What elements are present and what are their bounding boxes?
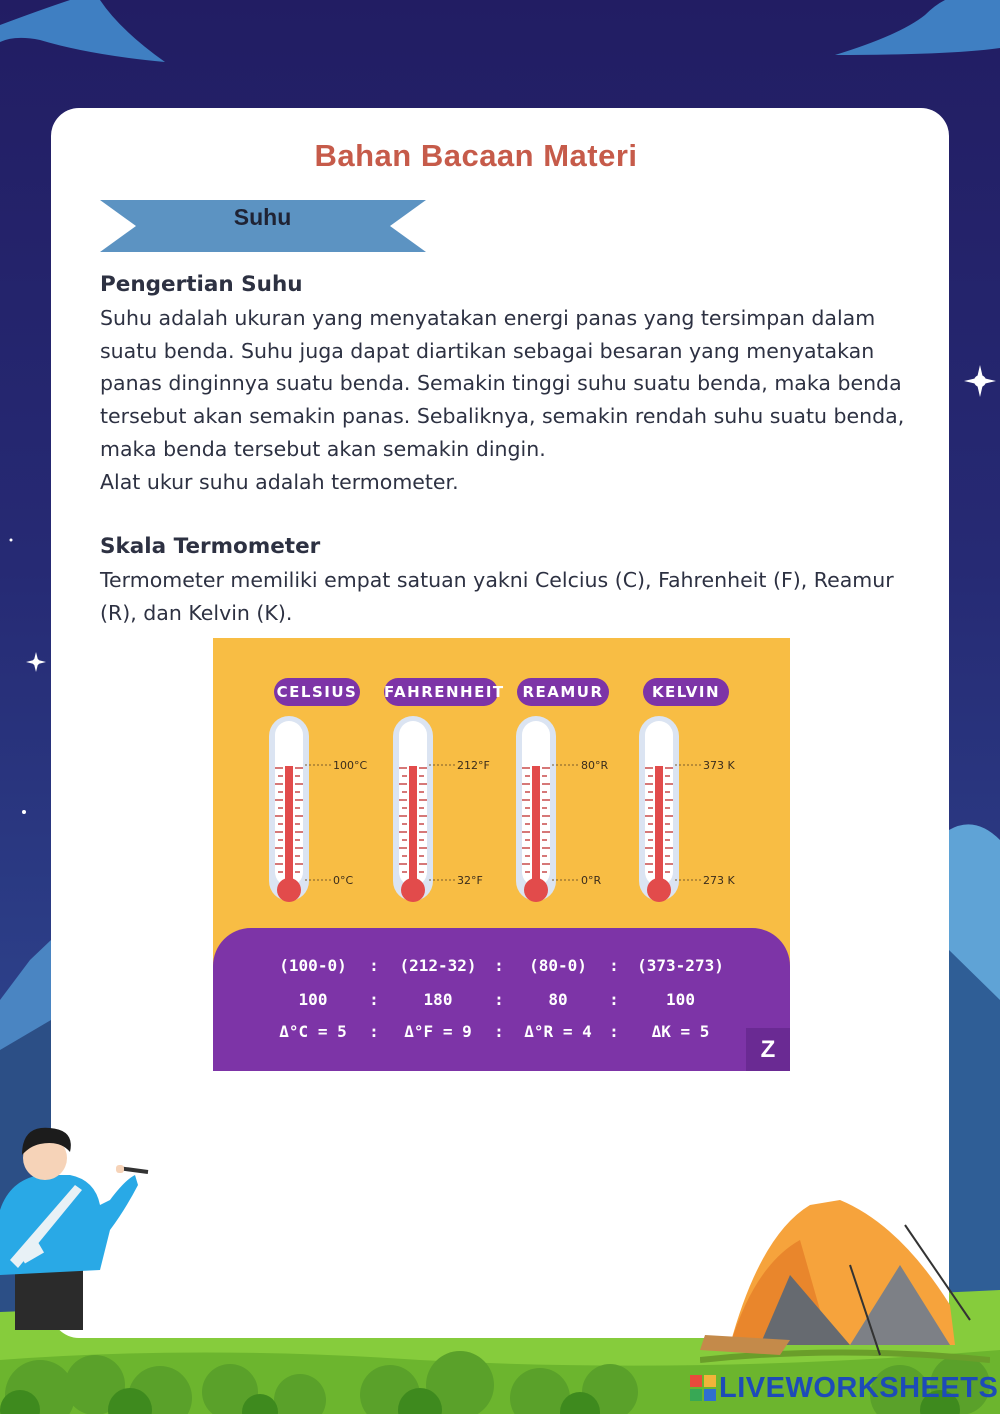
celsius-bottom-label: 0°C [333, 874, 354, 887]
formula-r1-c3: (80-0) [529, 956, 587, 975]
heading-skala-termometer: Skala Termometer [100, 534, 321, 559]
formula-r2-c3: 80 [548, 990, 568, 1009]
paragraph-pengertian-suhu [100, 302, 920, 498]
formula-r2-sep1: : [369, 990, 379, 1009]
formula-r3-c4: ΔK = 5 [651, 1022, 710, 1041]
paragraph-text: Alat ukur suhu adalah termometer. [100, 469, 459, 494]
fahrenheit-top-label: 212°F [457, 759, 490, 772]
formula-r2-sep3: : [609, 990, 619, 1009]
thermometer-kelvin [639, 716, 679, 902]
scale-pill-celsius: CELSIUS [274, 678, 360, 706]
formula-r3-sep2: : [494, 1022, 504, 1041]
kelvin-top-label: 373 K [703, 759, 735, 772]
ribbon-label: Suhu [233, 204, 292, 230]
liveworksheets-logo[interactable]: LIVEWORKSHEETS [719, 1372, 999, 1404]
formula-r2-c4: 100 [666, 990, 695, 1009]
tent-illustration [700, 1195, 990, 1385]
student-illustration [0, 1120, 160, 1330]
formula-r1-sep1: : [369, 956, 379, 975]
liveworksheets-logo-icon [690, 1375, 716, 1401]
thermometers-graphic [213, 713, 790, 918]
kelvin-bottom-label: 273 K [703, 874, 735, 887]
paragraph-text: Termometer memiliki empat satuan yakni Celcius (C), Fahrenheit (F), Reamur (R), dan Kelvin (K). [100, 568, 894, 625]
scale-pill-fahrenheit: FAHRENHEIT [384, 678, 498, 706]
heading-pengertian-suhu: Pengertian Suhu [100, 272, 303, 297]
reamur-bottom-label: 0°R [581, 874, 602, 887]
paragraph-skala-termometer [100, 564, 920, 629]
thermometer-fahrenheit [393, 716, 433, 902]
formula-r2-sep2: : [494, 990, 504, 1009]
scale-pill-reamur: REAMUR [517, 678, 609, 706]
formula-r2-c2: 180 [423, 990, 453, 1009]
fahrenheit-bottom-label: 32°F [457, 874, 483, 887]
formula-r1-c4: (373-273) [637, 956, 724, 975]
formula-r1-c1: (100-0) [279, 956, 347, 975]
reamur-top-label: 80°R [581, 759, 609, 772]
formula-r3-c1: Δ°C = 5 [279, 1022, 347, 1041]
formula-r3-c3: Δ°R = 4 [524, 1022, 592, 1041]
formula-r1-c2: (212-32) [399, 956, 477, 975]
thermometer-celsius [269, 716, 309, 902]
formula-r1-sep2: : [494, 956, 504, 975]
formula-r2-c1: 100 [298, 990, 328, 1009]
thermometer-reamur [516, 716, 556, 902]
formula-r1-sep3: : [609, 956, 619, 975]
scale-pill-kelvin: KELVIN [643, 678, 729, 706]
thermometer-infographic [213, 638, 790, 1071]
paragraph-text: Suhu adalah ukuran yang menyatakan energi panas yang tersimpan dalam suatu benda. Suhu juga dapat diartikan sebagai besaran yang menyatakan panas dinginnya suatu benda. Semakin tinggi suhu suatu benda, maka benda tersebut akan semakin panas. Sebaliknya, semakin rendah suhu suatu benda, maka benda tersebut akan semakin dingin. [100, 306, 905, 461]
formula-r3-sep1: : [369, 1022, 379, 1041]
zenius-badge: Z [746, 1028, 790, 1071]
page-title: Bahan Bacaan Materi [314, 138, 638, 173]
celsius-top-label: 100°C [333, 759, 368, 772]
formula-r3-sep3: : [609, 1022, 619, 1041]
formula-r3-c2: Δ°F = 9 [404, 1022, 472, 1041]
